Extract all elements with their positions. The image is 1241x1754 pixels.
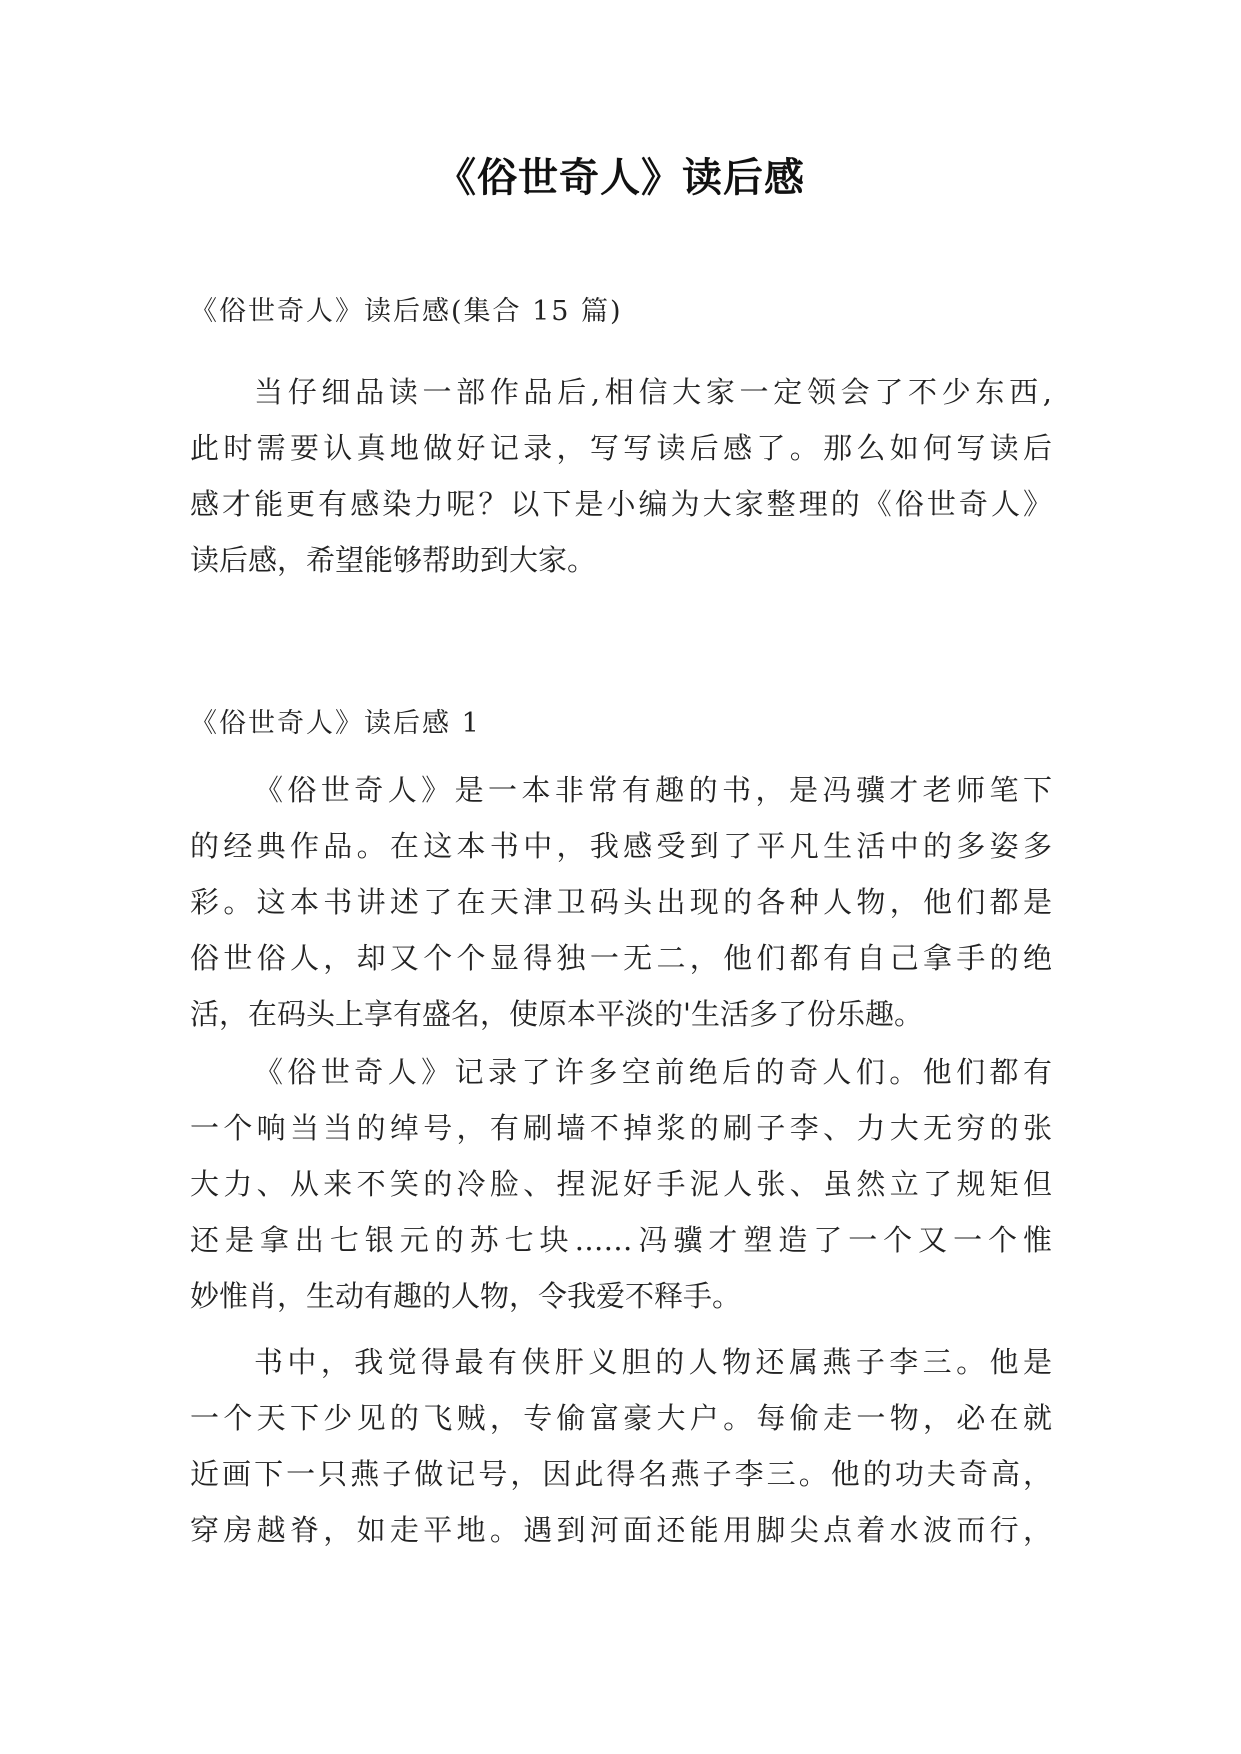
paragraph-line: 的经典作品。在这本书中，我感受到了平凡生活中的多姿多: [190, 829, 1052, 863]
intro-line: 此时需要认真地做好记录，写写读后感了。那么如何写读后: [190, 431, 1052, 465]
intro-line: 当仔细品读一部作品后,相信大家一定领会了不少东西,: [254, 375, 1052, 409]
paragraph-line: 还是拿出七银元的苏七块……冯骥才塑造了一个又一个惟: [190, 1223, 1052, 1257]
paragraph-line: 《俗世奇人》记录了许多空前绝后的奇人们。他们都有: [254, 1055, 1052, 1089]
paragraph-line: 《俗世奇人》是一本非常有趣的书，是冯骥才老师笔下: [254, 773, 1052, 807]
paragraph-line: 一个响当当的绰号，有刷墙不掉浆的刷子李、力大无穷的张: [190, 1111, 1052, 1145]
paragraph-line: 彩。这本书讲述了在天津卫码头出现的各种人物，他们都是: [190, 885, 1052, 919]
paragraph-line: 一个天下少见的飞贼，专偷富豪大户。每偷走一物，必在就: [190, 1401, 1052, 1435]
paragraph-line: 活，在码头上享有盛名，使原本平淡的'生活多了份乐趣。: [190, 997, 923, 1031]
paragraph-line: 近画下一只燕子做记号，因此得名燕子李三。他的功夫奇高，: [190, 1457, 1052, 1491]
paragraph-line: 妙惟肖，生动有趣的人物，令我爱不释手。: [190, 1279, 742, 1313]
intro-line: 读后感，希望能够帮助到大家。: [190, 543, 597, 577]
paragraph-line: 书中，我觉得最有侠肝义胆的人物还属燕子李三。他是: [254, 1345, 1052, 1379]
paragraph-line: 大力、从来不笑的冷脸、捏泥好手泥人张、虽然立了规矩但: [190, 1167, 1052, 1201]
document-subtitle: 《俗世奇人》读后感(集合 15 篇): [190, 296, 623, 327]
paragraph-line: 穿房越脊，如走平地。遇到河面还能用脚尖点着水波而行，: [190, 1513, 1052, 1547]
section-heading: 《俗世奇人》读后感 1: [190, 708, 481, 739]
document-title: 《俗世奇人》读后感: [436, 154, 805, 201]
paragraph-line: 俗世俗人，却又个个显得独一无二，他们都有自己拿手的绝: [190, 941, 1052, 975]
intro-line: 感才能更有感染力呢？以下是小编为大家整理的《俗世奇人》: [190, 487, 1052, 521]
